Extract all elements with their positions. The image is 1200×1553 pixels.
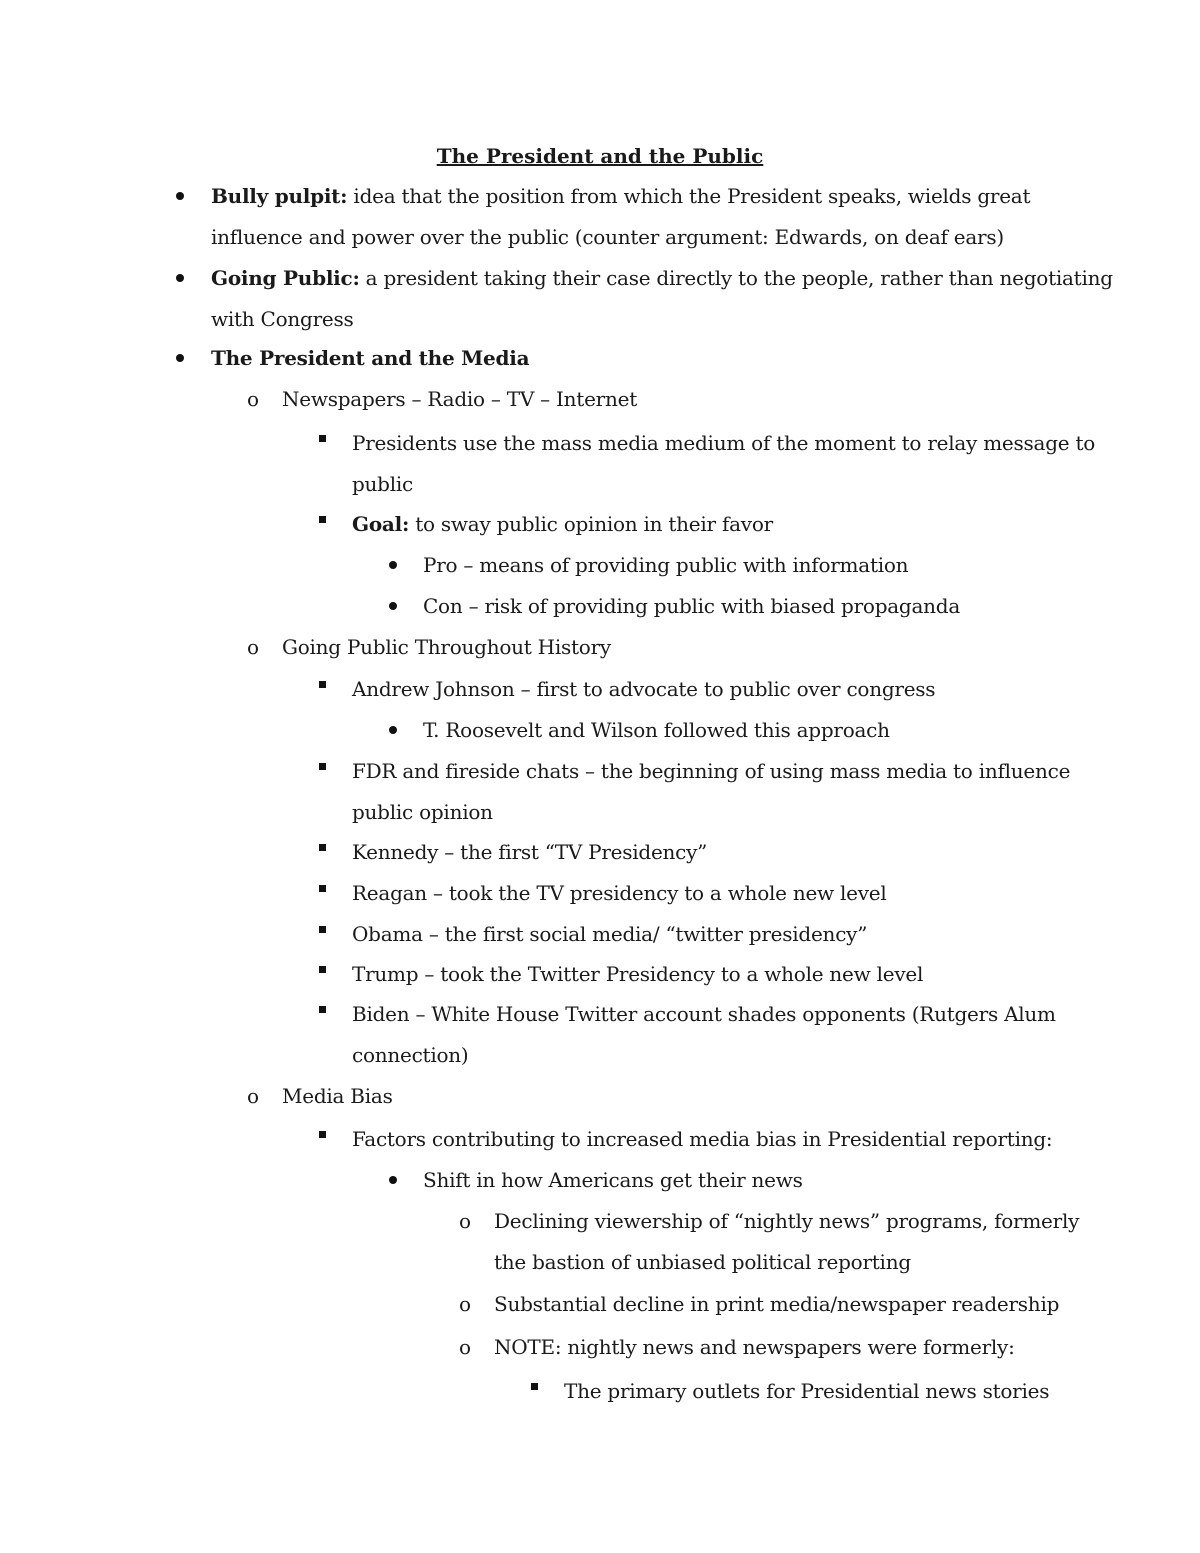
square-bullet-icon	[319, 681, 326, 688]
list-item: Factors contributing to increased media bias in Presidential reporting:	[352, 1127, 1053, 1151]
circle-bullet-icon: o	[247, 635, 260, 659]
list-item-continuation: public	[352, 472, 413, 496]
square-bullet-icon	[319, 516, 326, 523]
list-item: NOTE: nightly news and newspapers were formerly:	[494, 1335, 1015, 1359]
bullet-icon	[176, 274, 184, 282]
list-item: Andrew Johnson – first to advocate to public over congress	[352, 677, 936, 701]
bullet-icon	[389, 726, 397, 734]
bullet-icon	[389, 1176, 397, 1184]
square-bullet-icon	[319, 966, 326, 973]
item-term: Going Public:	[211, 266, 360, 290]
list-item	[211, 182, 1030, 210]
list-item: FDR and fireside chats – the beginning of using mass media to influence	[352, 759, 1071, 783]
list-item: Obama – the first social media/ “twitter presidency”	[352, 922, 868, 946]
square-bullet-icon	[319, 885, 326, 892]
list-item-continuation: with Congress	[211, 307, 354, 331]
bullet-icon	[176, 354, 184, 362]
list-item: The primary outlets for Presidential news stories	[564, 1379, 1050, 1403]
bullet-icon	[389, 602, 397, 610]
square-bullet-icon	[319, 1131, 326, 1138]
square-bullet-icon	[319, 844, 326, 851]
list-item: T. Roosevelt and Wilson followed this approach	[423, 718, 890, 742]
bullet-icon	[176, 192, 184, 200]
circle-bullet-icon: o	[247, 387, 260, 411]
list-item: Declining viewership of “nightly news” programs, formerly	[494, 1209, 1080, 1233]
circle-bullet-icon: o	[459, 1335, 472, 1359]
list-item: Presidents use the mass media medium of the moment to relay message to	[352, 431, 1096, 455]
list-item: Media Bias	[282, 1084, 393, 1108]
list-item: Trump – took the Twitter Presidency to a whole new level	[352, 962, 924, 986]
list-item	[352, 510, 773, 538]
bullet-icon	[389, 561, 397, 569]
item-term: Goal:	[352, 512, 410, 536]
list-item: Biden – White House Twitter account shades opponents (Rutgers Alum	[352, 1002, 1056, 1026]
list-item-continuation: influence and power over the public (counter argument: Edwards, on deaf ears)	[211, 225, 1004, 249]
page-title: The President and the Public	[436, 144, 764, 168]
list-item: Newspapers – Radio – TV – Internet	[282, 387, 637, 411]
list-item-continuation: public opinion	[352, 800, 493, 824]
item-text: idea that the position from which the President speaks, wields great	[347, 184, 1031, 208]
list-item: Substantial decline in print media/newspaper readership	[494, 1292, 1060, 1316]
list-item	[211, 264, 1113, 292]
item-text: to sway public opinion in their favor	[409, 512, 773, 536]
list-item: Shift in how Americans get their news	[423, 1168, 803, 1192]
square-bullet-icon	[319, 1006, 326, 1013]
square-bullet-icon	[319, 926, 326, 933]
circle-bullet-icon: o	[459, 1209, 472, 1233]
list-item: Reagan – took the TV presidency to a whole new level	[352, 881, 887, 905]
list-item: Pro – means of providing public with information	[423, 553, 909, 577]
list-item-heading: The President and the Media	[211, 346, 530, 370]
square-bullet-icon	[531, 1383, 538, 1390]
list-item-continuation: connection)	[352, 1043, 469, 1067]
list-item: Kennedy – the first “TV Presidency”	[352, 840, 708, 864]
list-item-continuation: the bastion of unbiased political reporting	[494, 1250, 911, 1274]
item-term: Bully pulpit:	[211, 184, 348, 208]
square-bullet-icon	[319, 763, 326, 770]
square-bullet-icon	[319, 435, 326, 442]
circle-bullet-icon: o	[247, 1084, 260, 1108]
item-text: a president taking their case directly to the people, rather than negotiating	[359, 266, 1113, 290]
list-item: Going Public Throughout History	[282, 635, 611, 659]
list-item: Con – risk of providing public with biased propaganda	[423, 594, 961, 618]
circle-bullet-icon: o	[459, 1292, 472, 1316]
